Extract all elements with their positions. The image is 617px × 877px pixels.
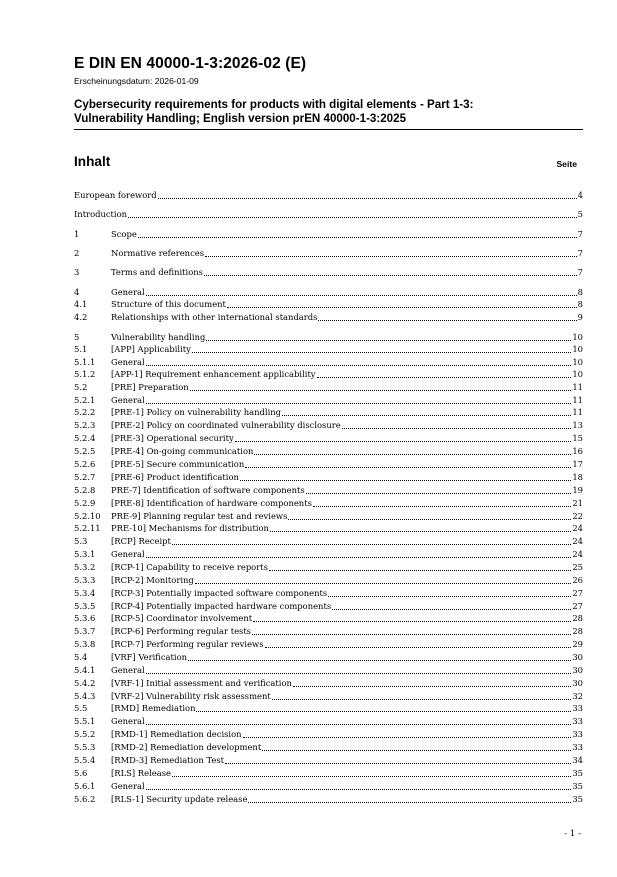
toc-entry-page: 11 [572, 395, 583, 405]
toc-dot-leader [195, 574, 572, 584]
toc-entry-title: [PRE-1] Policy on vulnerability handling [111, 407, 282, 417]
toc-entry-title: Terms and definitions [111, 267, 203, 277]
toc-entry[interactable] [74, 228, 583, 240]
toc-entry-number: 5.2.7 [74, 472, 96, 482]
toc-entry-number: 5.2.9 [74, 498, 96, 508]
toc-dot-leader [328, 587, 571, 597]
document-id: E DIN EN 40000-1-3:2026-02 (E) [74, 55, 307, 72]
toc-entry-number: 5.6.2 [74, 794, 96, 804]
toc-entry-number: 5.6 [74, 768, 88, 778]
toc-dot-leader [205, 247, 577, 257]
toc-dot-leader [293, 677, 571, 687]
toc-entry-page: 29 [572, 639, 583, 649]
toc-entry[interactable] [74, 728, 583, 740]
toc-entry-title: [RCP] Receipt [111, 536, 171, 546]
toc-entry-page: 8 [577, 287, 583, 297]
toc-dot-leader [146, 548, 572, 558]
toc-entry-number: 4 [74, 287, 80, 297]
toc-dot-leader [192, 343, 572, 353]
toc-entry-title: General [111, 716, 145, 726]
toc-entry-number: 5.2 [74, 382, 88, 392]
toc-entry-title: [PRE] Preparation [111, 382, 189, 392]
toc-entry[interactable] [74, 651, 583, 663]
toc-dot-leader [288, 510, 571, 520]
toc-dot-leader [318, 311, 576, 321]
toc-entry-number: 5.2.6 [74, 459, 96, 469]
toc-dot-leader [225, 754, 571, 764]
page-column-label: Seite [556, 159, 577, 169]
toc-entry[interactable] [74, 612, 583, 624]
toc-entry-title: PRE-9] Planning regular test and reviews [111, 511, 288, 521]
toc-entry-number: 5.4.2 [74, 678, 96, 688]
toc-entry[interactable] [74, 445, 583, 457]
toc-dot-leader [235, 432, 572, 442]
toc-dot-leader [146, 664, 572, 674]
toc-entry-page: 8 [577, 299, 583, 309]
toc-entry-page: 7 [577, 267, 583, 277]
toc-entry-page: 34 [572, 755, 583, 765]
toc-entry-title: General [111, 665, 145, 675]
toc-dot-leader [190, 381, 572, 391]
toc-entry[interactable] [74, 247, 583, 259]
toc-entry[interactable] [74, 561, 583, 573]
toc-dot-leader [172, 535, 571, 545]
toc-entry-number: 3 [74, 267, 80, 277]
toc-dot-leader [146, 780, 572, 790]
toc-entry[interactable] [74, 471, 583, 483]
toc-entry[interactable] [74, 535, 583, 547]
toc-dot-leader [240, 471, 571, 481]
toc-entry[interactable] [74, 356, 583, 368]
toc-entry[interactable] [74, 381, 583, 393]
toc-entry-title: [VRF-1] Initial assessment and verification [111, 678, 292, 688]
toc-entry-number: 5.3.5 [74, 601, 96, 611]
toc-entry-page: 27 [572, 588, 583, 598]
toc-entry-title: Introduction [74, 209, 128, 219]
toc-dot-leader [245, 458, 571, 468]
toc-entry-title: [RMD-3] Remediation Test [111, 755, 224, 765]
document-title [74, 98, 589, 126]
toc-entry[interactable] [74, 690, 583, 702]
toc-entry-page: 30 [572, 652, 583, 662]
toc-dot-leader [254, 445, 571, 455]
toc-entry-number: 4.1 [74, 299, 88, 309]
toc-entry-title: [PRE-8] Identification of hardware components [111, 498, 312, 508]
toc-entry-title: PRE-10] Mechanisms for distribution [111, 523, 269, 533]
toc-entry-page: 7 [577, 229, 583, 239]
toc-dot-leader [262, 741, 571, 751]
toc-entry[interactable] [74, 548, 583, 560]
toc-entry-number: 5.5.4 [74, 755, 96, 765]
toc-entry-page: 16 [572, 446, 583, 456]
toc-entry[interactable] [74, 406, 583, 418]
toc-entry-title: [APP] Applicability [111, 344, 191, 354]
toc-entry-page: 24 [572, 536, 583, 546]
toc-entry-page: 15 [572, 433, 583, 443]
toc-entry-number: 5.2.5 [74, 446, 96, 456]
toc-entry-page: 22 [572, 511, 583, 521]
toc-entry-number: 5.3.4 [74, 588, 96, 598]
toc-entry-page: 33 [572, 729, 583, 739]
toc-entry-page: 27 [572, 601, 583, 611]
toc-dot-leader [269, 561, 571, 571]
document-title-line-1: Cybersecurity requirements for products with digital elements - Part 1-3: [74, 98, 474, 111]
toc-entry[interactable] [74, 189, 583, 201]
toc-entry[interactable] [74, 625, 583, 637]
toc-entry-number: 5.3.1 [74, 549, 96, 559]
toc-entry-page: 11 [572, 382, 583, 392]
toc-entry-number: 5.2.3 [74, 420, 96, 430]
publication-date: Erscheinungsdatum: 2026-01-09 [74, 76, 199, 86]
toc-entry[interactable] [74, 664, 583, 676]
toc-entry-title: [RCP-4] Potentially impacted hardware components [111, 601, 332, 611]
toc-entry-page: 35 [572, 768, 583, 778]
toc-entry[interactable] [74, 754, 583, 766]
toc-dot-leader [342, 419, 572, 429]
toc-dot-leader [227, 298, 577, 308]
toc-entry-number: 5.2.1 [74, 395, 96, 405]
toc-entry-page: 26 [572, 575, 583, 585]
toc-entry[interactable] [74, 298, 583, 310]
toc-entry-title: [RCP-3] Potentially impacted software components [111, 588, 328, 598]
toc-entry-page: 24 [572, 523, 583, 533]
toc-entry[interactable] [74, 331, 583, 343]
toc-dot-leader [332, 600, 571, 610]
toc-entry-title: General [111, 781, 145, 791]
toc-dot-leader [138, 228, 577, 238]
toc-dot-leader [206, 331, 571, 341]
toc-entry[interactable] [74, 286, 583, 298]
toc-entry[interactable] [74, 510, 583, 522]
toc-dot-leader [248, 793, 571, 803]
toc-entry[interactable] [74, 497, 583, 509]
toc-dot-leader [253, 612, 571, 622]
toc-entry[interactable] [74, 574, 583, 586]
page-number: - 1 - [564, 829, 581, 839]
toc-entry-title: [RLS-1] Security update release [111, 794, 248, 804]
toc-dot-leader [313, 497, 571, 507]
toc-dot-leader [196, 702, 571, 712]
toc-entry-title: [RCP-5] Coordinator involvement [111, 613, 253, 623]
toc-entry-number: 5.4 [74, 652, 88, 662]
toc-entry-page: 10 [572, 332, 583, 342]
toc-entry[interactable] [74, 793, 583, 805]
toc-entry-page: 9 [577, 312, 583, 322]
toc-dot-leader [252, 625, 571, 635]
toc-entry-number: 5.3.3 [74, 575, 96, 585]
toc-entry[interactable] [74, 311, 583, 323]
toc-entry-number: 5.1.2 [74, 369, 96, 379]
toc-entry[interactable] [74, 600, 583, 612]
toc-entry-number: 5.5.1 [74, 716, 96, 726]
toc-entry-title: Scope [111, 229, 137, 239]
toc-entry-title: [PRE-4] On-going communication [111, 446, 254, 456]
toc-entry[interactable] [74, 767, 583, 779]
toc-dot-leader [204, 266, 577, 276]
toc-entry-page: 35 [572, 794, 583, 804]
toc-entry-page: 10 [572, 369, 583, 379]
toc-entry-title: [RCP-7] Performing regular reviews [111, 639, 264, 649]
toc-entry-page: 21 [572, 498, 583, 508]
toc-entry[interactable] [74, 638, 583, 650]
toc-entry-page: 11 [572, 407, 583, 417]
toc-entry-page: 18 [572, 472, 583, 482]
toc-entry-title: [RMD-1] Remediation decision [111, 729, 242, 739]
toc-entry[interactable] [74, 484, 583, 496]
toc-dot-leader [146, 286, 577, 296]
toc-entry-title: General [111, 287, 145, 297]
toc-entry-number: 5.2.10 [74, 511, 101, 521]
toc-entry-title: General [111, 357, 145, 367]
toc-entry-page: 28 [572, 626, 583, 636]
toc-dot-leader [146, 715, 572, 725]
toc-entry-number: 5.3.2 [74, 562, 96, 572]
toc-entry-title: [RMD] Remediation [111, 703, 196, 713]
toc-entry[interactable] [74, 419, 583, 431]
toc-entry[interactable] [74, 343, 583, 355]
toc-entry-number: 2 [74, 248, 80, 258]
document-title-line-2: Vulnerability Handling; English version prEN 40000-1-3:2025 [74, 112, 407, 125]
toc-dot-leader [265, 638, 572, 648]
toc-entry-page: 25 [572, 562, 583, 572]
toc-entry[interactable] [74, 432, 583, 444]
toc-dot-leader [306, 484, 572, 494]
toc-dot-leader [128, 208, 577, 218]
toc-dot-leader [158, 189, 577, 199]
toc-entry-title: [VRF-2] Vulnerability risk assessment [111, 691, 271, 701]
toc-entry-title: Relationships with other international standards [111, 312, 318, 322]
toc-dot-leader [172, 767, 571, 777]
toc-entry-number: 5.3 [74, 536, 88, 546]
toc-entry-number: 5.4.3 [74, 691, 96, 701]
toc-entry[interactable] [74, 394, 583, 406]
toc-entry-title: [RMD-2] Remediation development [111, 742, 262, 752]
toc-entry-number: 5.1.1 [74, 357, 96, 367]
toc-entry-title: Normative references [111, 248, 205, 258]
toc-entry-title: General [111, 549, 145, 559]
toc-entry-page: 30 [572, 678, 583, 688]
toc-entry-page: 10 [572, 344, 583, 354]
toc-entry-title: [PRE-6] Product identification [111, 472, 239, 482]
toc-entry-page: 19 [572, 485, 583, 495]
toc-entry[interactable] [74, 780, 583, 792]
toc-entry-number: 5.4.1 [74, 665, 96, 675]
toc-entry-number: 5.2.8 [74, 485, 96, 495]
toc-entry-page: 7 [577, 248, 583, 258]
toc-entry-number: 4.2 [74, 312, 88, 322]
toc-entry-number: 5.1 [74, 344, 88, 354]
toc-entry-number: 5.2.11 [74, 523, 101, 533]
toc-entry-page: 33 [572, 742, 583, 752]
toc-entry[interactable] [74, 702, 583, 714]
toc-entry-number: 5.2.4 [74, 433, 96, 443]
toc-entry-page: 33 [572, 703, 583, 713]
toc-entry-title: [APP-1] Requirement enhancement applicability [111, 369, 316, 379]
toc-entry-page: 32 [572, 691, 583, 701]
toc-entry-number: 1 [74, 229, 80, 239]
toc-entry-page: 28 [572, 613, 583, 623]
toc-dot-leader [146, 356, 572, 366]
toc-entry-page: 24 [572, 549, 583, 559]
toc-entry-number: 5.5 [74, 703, 88, 713]
toc-entry-number: 5.3.8 [74, 639, 96, 649]
toc-entry[interactable] [74, 522, 583, 534]
toc-entry[interactable] [74, 677, 583, 689]
toc-entry-page: 10 [572, 357, 583, 367]
toc-entry-number: 5.2.2 [74, 407, 96, 417]
toc-entry-title: General [111, 395, 145, 405]
toc-dot-leader [146, 394, 572, 404]
toc-entry-title: European foreword [74, 190, 157, 200]
toc-entry[interactable] [74, 458, 583, 470]
toc-entry[interactable] [74, 266, 583, 278]
toc-entry-title: [PRE-3] Operational security [111, 433, 234, 443]
toc-entry-number: 5.3.7 [74, 626, 96, 636]
toc-entry-title: [VRF] Verification [111, 652, 188, 662]
toc-entry-page: 17 [572, 459, 583, 469]
toc-dot-leader [270, 522, 571, 532]
toc-entry-title: PRE-7] Identification of software components [111, 485, 305, 495]
toc-entry-number: 5.3.6 [74, 613, 96, 623]
toc-entry-title: [RCP-2] Monitoring [111, 575, 194, 585]
toc-entry-title: [RCP-1] Capability to receive reports [111, 562, 268, 572]
title-divider [74, 129, 583, 130]
toc-entry-page: 33 [572, 716, 583, 726]
toc-entry[interactable] [74, 208, 583, 220]
toc-entry-title: Structure of this document [111, 299, 226, 309]
toc-entry-page: 5 [577, 209, 583, 219]
toc-dot-leader [188, 651, 571, 661]
toc-entry[interactable] [74, 368, 583, 380]
toc-entry-page: 30 [572, 665, 583, 675]
toc-dot-leader [243, 728, 572, 738]
toc-entry-title: [RLS] Release [111, 768, 171, 778]
toc-dot-leader [282, 406, 571, 416]
toc-entry-title: [PRE-5] Secure communication [111, 459, 245, 469]
toc-entry-page: 13 [572, 420, 583, 430]
toc-dot-leader [317, 368, 572, 378]
toc-entry-number: 5.5.2 [74, 729, 96, 739]
toc-entry-number: 5.6.1 [74, 781, 96, 791]
toc-entry-page: 4 [577, 190, 583, 200]
toc-heading: Inhalt [74, 154, 111, 169]
toc-entry[interactable] [74, 715, 583, 727]
toc-dot-leader [272, 690, 572, 700]
toc-entry-number: 5 [74, 332, 80, 342]
toc-entry-page: 35 [572, 781, 583, 791]
toc-entry[interactable] [74, 587, 583, 599]
toc-entry-title: [RCP-6] Performing regular tests [111, 626, 251, 636]
toc-entry-number: 5.5.3 [74, 742, 96, 752]
toc-entry-title: [PRE-2] Policy on coordinated vulnerability disclosure [111, 420, 341, 430]
toc-entry[interactable] [74, 741, 583, 753]
toc-entry-title: Vulnerability handling [111, 332, 206, 342]
